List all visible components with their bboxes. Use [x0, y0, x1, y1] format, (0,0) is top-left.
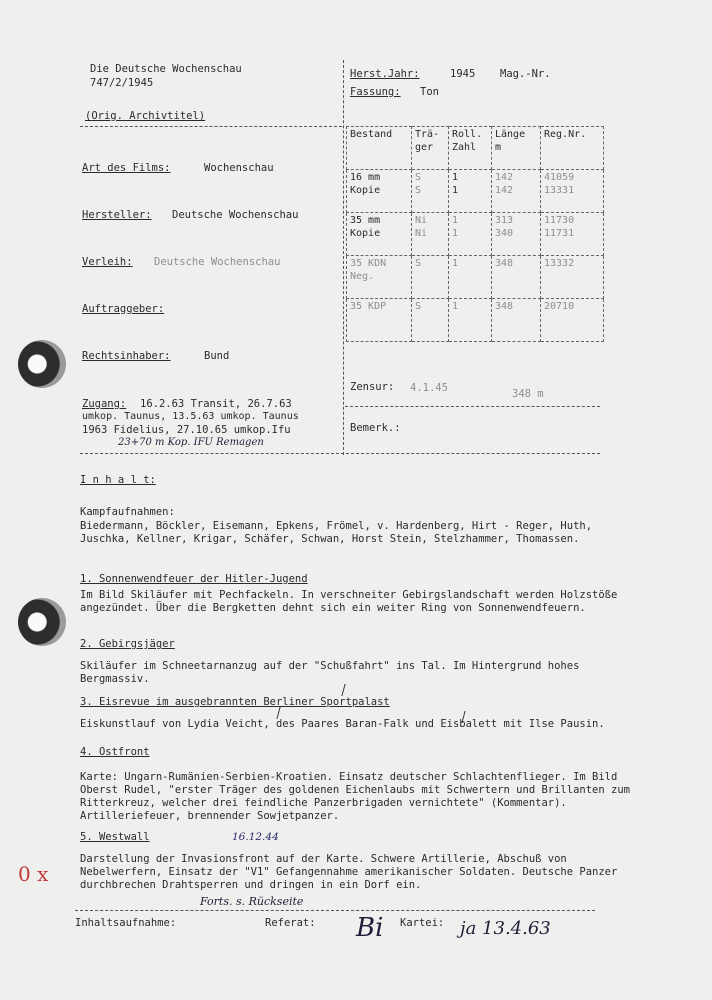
- cell-bestand: 16 mm Kopie: [347, 170, 412, 213]
- header-number: 747/2/1945: [90, 77, 154, 89]
- cell-traeger: S: [412, 256, 449, 299]
- art-label: Art des Films:: [82, 162, 171, 174]
- zugang-label: Zugang:: [82, 398, 127, 410]
- hersteller-value: Deutsche Wochenschau: [172, 209, 299, 221]
- divider-zensur: [345, 406, 600, 407]
- zensur-label: Zensur:: [350, 381, 395, 393]
- bemerk-label: Bemerk.:: [350, 422, 401, 434]
- cell-laenge: 348: [492, 256, 541, 299]
- table-row: [347, 213, 604, 256]
- cell-bestand: 35 KDN Neg.: [347, 256, 412, 299]
- section-1-title: 1. Sonnenwendfeuer der Hitler-Jugend: [80, 573, 308, 585]
- zugang-handwritten: 23+70 m Kop. IFU Remagen: [118, 437, 264, 448]
- rechtsinhaber-value: Bund: [204, 350, 230, 362]
- cell-laenge: 142 142: [492, 170, 541, 213]
- section-4-title: 4. Ostfront: [80, 746, 150, 758]
- section-5-text: Darstellung der Invasionsfront auf der Karte. Schwere Artillerie, Abschuß von Nebelwerfern, Einsatz der "V1" Gefangennahme amerikanischer Soldaten. Deutsche Panzer durchbrechen Drahtsperren und dringen in ein Dorf ein.: [80, 853, 618, 892]
- zugang-line-3: 1963 Fidelius, 27.10.65 umkop.Ifu: [82, 424, 291, 436]
- zensur-date: 4.1.45: [410, 382, 448, 394]
- hersteller-label: Hersteller:: [82, 209, 152, 221]
- orig-title-label: (Orig. Archivtitel): [85, 110, 206, 122]
- cell-traeger: S: [412, 299, 449, 342]
- mag-nr-label: Mag.-Nr.: [500, 68, 551, 80]
- col-laenge: Länge m: [492, 127, 541, 170]
- fassung-value: Ton: [420, 86, 439, 98]
- verleih-value: Deutsche Wochenschau: [154, 256, 281, 268]
- table-row: [347, 256, 604, 299]
- cell-regnr: 20710: [541, 299, 604, 342]
- col-regnr: Reg.Nr.: [541, 127, 604, 170]
- cell-laenge: 348: [492, 299, 541, 342]
- section-2-title: 2. Gebirgsjäger: [80, 638, 175, 650]
- kampf-label: Kampfaufnahmen:: [80, 506, 175, 518]
- zensur-length: 348 m: [512, 388, 544, 400]
- header-title: Die Deutsche Wochenschau: [90, 63, 242, 75]
- punch-hole-bottom: [18, 598, 66, 646]
- herst-jahr-value: 1945: [450, 68, 476, 80]
- cell-bestand: 35 KDP: [347, 299, 412, 342]
- col-rollen: Roll. Zahl: [449, 127, 492, 170]
- kampf-names: Biedermann, Böckler, Eisemann, Epkens, Frömel, v. Hardenberg, Hirt - Reger, Huth, Juschka, Kellner, Krigar, Schäfer, Schwan, Horst Stein, Stelzhammer, Thomassen.: [80, 520, 593, 546]
- cell-laenge: 313 340: [492, 213, 541, 256]
- art-value: Wochenschau: [204, 162, 274, 174]
- section-3-text: Eiskunstlauf von Lydia Veicht, des Paares Baran-Falk und Eisbalett mit Ilse Pausin.: [80, 718, 605, 730]
- cell-regnr: 13332: [541, 256, 604, 299]
- footer-divider: [75, 910, 595, 911]
- zugang-line-2: umkop. Taunus, 13.5.63 umkop. Taunus: [82, 411, 299, 422]
- cell-traeger: S S: [412, 170, 449, 213]
- section-5-title: 5. Westwall: [80, 831, 150, 843]
- cell-rollen: 1 1: [449, 170, 492, 213]
- fassung-label: Fassung:: [350, 86, 401, 98]
- kartei-signature: ja 13.4.63: [460, 918, 551, 939]
- inhaltsaufnahme-label: Inhaltsaufnahme:: [75, 917, 177, 929]
- westwall-date: 16.12.44: [232, 831, 279, 843]
- kartei-label: Kartei:: [400, 917, 445, 929]
- inhalt-title: I n h a l t:: [80, 474, 156, 486]
- cell-regnr: 11730 11731: [541, 213, 604, 256]
- table-header-row: [347, 127, 604, 170]
- fortsetzung-note: Forts. s. Rückseite: [200, 895, 304, 908]
- herst-jahr-label: Herst.Jahr:: [350, 68, 420, 80]
- referat-signature: Bi: [356, 913, 384, 943]
- cell-rollen: 1 1: [449, 213, 492, 256]
- section-2-text: Skiläufer im Schneetarnanzug auf der "Schußfahrt" ins Tal. Im Hintergrund hohes Bergmassiv.: [80, 660, 580, 686]
- verleih-label: Verleih:: [82, 256, 133, 268]
- section-3-title: 3. Eisrevue im ausgebrannten Berliner Sportpalast: [80, 696, 390, 708]
- cell-bestand: 35 mm Kopie: [347, 213, 412, 256]
- divider-vertical: [343, 60, 344, 455]
- rechtsinhaber-label: Rechtsinhaber:: [82, 350, 171, 362]
- checkmark-icon: [333, 684, 345, 696]
- cell-regnr: 41059 13331: [541, 170, 604, 213]
- section-4-text: Karte: Ungarn-Rumänien-Serbien-Kroatien. Einsatz deutscher Schlachtenflieger. Im Bild Oberst Rudel, "erster Träger des goldenen Eichenlaubs mit Schwertern und Brillanten zum Ritterkreuz, welcher drei feindliche Panzerbrigaden vernichtete" (Kommentar). Artilleriefeuer, brennender Sowjetpanzer.: [80, 771, 630, 823]
- auftraggeber-label: Auftraggeber:: [82, 303, 165, 315]
- cell-traeger: Ni Ni: [412, 213, 449, 256]
- zugang-line-1: 16.2.63 Transit, 26.7.63: [140, 398, 292, 410]
- cell-rollen: 1: [449, 299, 492, 342]
- margin-mark: 0 x: [18, 862, 49, 886]
- divider-bottom-block: [80, 453, 600, 454]
- section-1-text: Im Bild Skiläufer mit Pechfackeln. In verschneiter Gebirgslandschaft werden Holzstöße angezündet. Über die Bergketten dehnt sich ein weiter Ring von Sonnenwendfeuern.: [80, 589, 618, 615]
- divider-top-left: [80, 126, 342, 127]
- col-bestand: Bestand: [347, 127, 412, 170]
- referat-label: Referat:: [265, 917, 316, 929]
- punch-hole-top: [18, 340, 66, 388]
- bestand-table: [346, 126, 604, 342]
- cell-rollen: 1: [449, 256, 492, 299]
- table-row: [347, 299, 604, 342]
- table-row: [347, 170, 604, 213]
- col-traeger: Trä- ger: [412, 127, 449, 170]
